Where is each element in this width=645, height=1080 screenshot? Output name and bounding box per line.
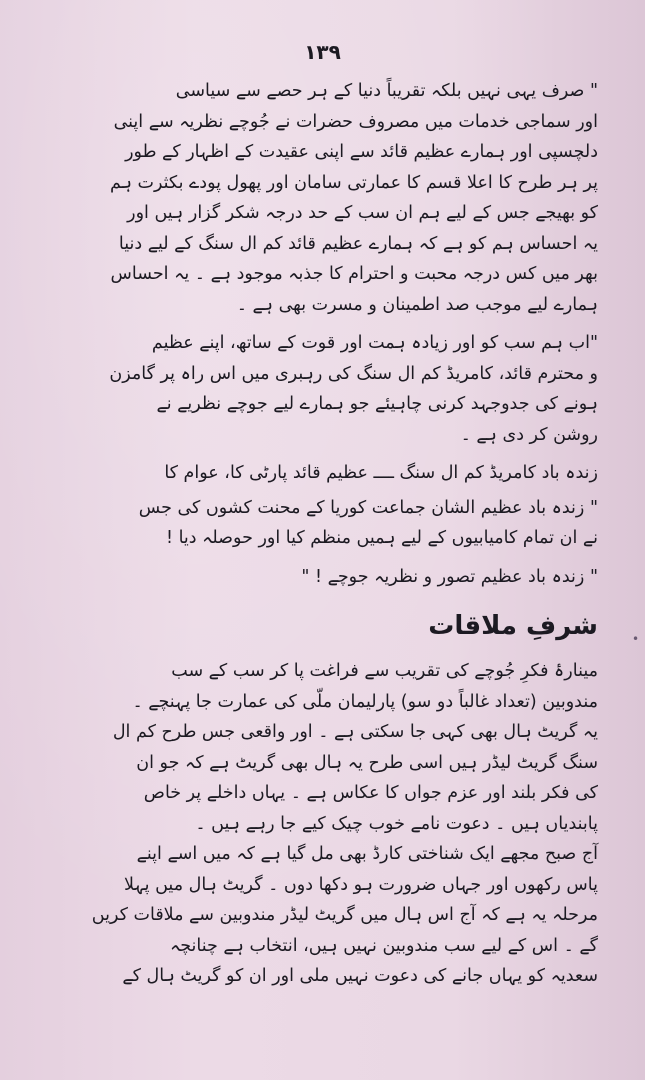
slogan-party: " زندہ باد عظیم الشان جماعت کوریا کے محنت کشوں کی جس نے ان تمام کامیابیوں کے لیے ہمیں منظم کیا اور حوصلہ دیا !: [138, 497, 598, 548]
paragraph-meeting: مینارۂ فکرِ جُوچے کی تقریب سے فراغت پا کر سب کے سب مندوبین (تعداد غالباً دو سو) پارلیمان ملّی کی عمارت جا پہنچے ۔ یہ گریٹ ہال بھی کہی جا سکتی ہے ۔ اور واقعی جس طرح کم ال سنگ گریٹ لیڈر ہیں اسی طرح یہ ہال بھی گریٹ ہے کہ جو ان کی فکر بلند اور عزم جواں کا عکاس ہے ۔ یہاں داخلے پر خاص پابندیاں ہیں ۔ دعوت نامے خوب چیک کیے جا رہے ہیں ۔ آج صبح مجھے ایک شناختی کارڈ بھی مل گیا ہے کہ میں اسے اپنے پاس رکھوں اور جہاں ضرورت ہو دکھا دوں ۔ گریٹ ہال میں پہلا مرحلہ یہ ہے کہ آج اس ہال میں گریٹ لیڈر مندوبین سے ملاقات کریں گے ۔ اس کے لیے سب مندوبین نہیں ہیں، انتخاب ہے چنانچہ سعدیہ کو یہاں جانے کی دعوت نہیں ملی اور ان کو گریٹ ہال کے: [91, 661, 598, 986]
slogan-leader: زندہ باد کامریڈ کم ال سنگ ــــ عظیم قائد پارٹی کا، عوام کا: [164, 463, 598, 483]
page-body: [58, 76, 598, 1000]
section-heading: شرفِ ملاقات: [428, 611, 598, 641]
paragraph-appreciation: " صرف یہی نہیں بلکہ تقریباً دنیا کے ہر حصے سے سیاسی اور سماجی خدمات میں مصروف حضرات نے جُوچے نظریہ سے اپنی دلچسپی اور ہمارے عظیم قائد سے اپنی عقیدت کے اظہار کے طور پر ہر طرح کا اعلا قسم کا عمارتی سامان اور پھول پودے بکثرت ہم کو بھیجے جس کے لیے ہم ان سب کے حد درجہ شکر گزار ہیں اور یہ احساس ہم کو ہے کہ ہمارے عظیم قائد کم ال سنگ کے لیے دنیا بھر میں کس درجہ محبت و احترام کا جذبہ موجود ہے ۔ یہ احساس ہمارے لیے موجب صد اطمینان و مسرت بھی ہے ۔: [110, 81, 598, 315]
paragraph-struggle: "اب ہم سب کو اور زیادہ ہمت اور قوت کے ساتھ، اپنے عظیم و محترم قائد، کامریڈ کم ال سنگ کی رہبری میں اس راہ پر گامزن ہونے کی جدوجہد کرنی چاہیئے جو ہمارے لیے جوچے نظریے نے روشن کر دی ہے ۔: [109, 333, 598, 445]
slogan-juche: " زندہ باد عظیم تصور و نظریہ جوچے ! ": [301, 566, 598, 587]
margin-mark: •: [632, 632, 640, 646]
page-number: ۱۳۹: [304, 40, 341, 64]
